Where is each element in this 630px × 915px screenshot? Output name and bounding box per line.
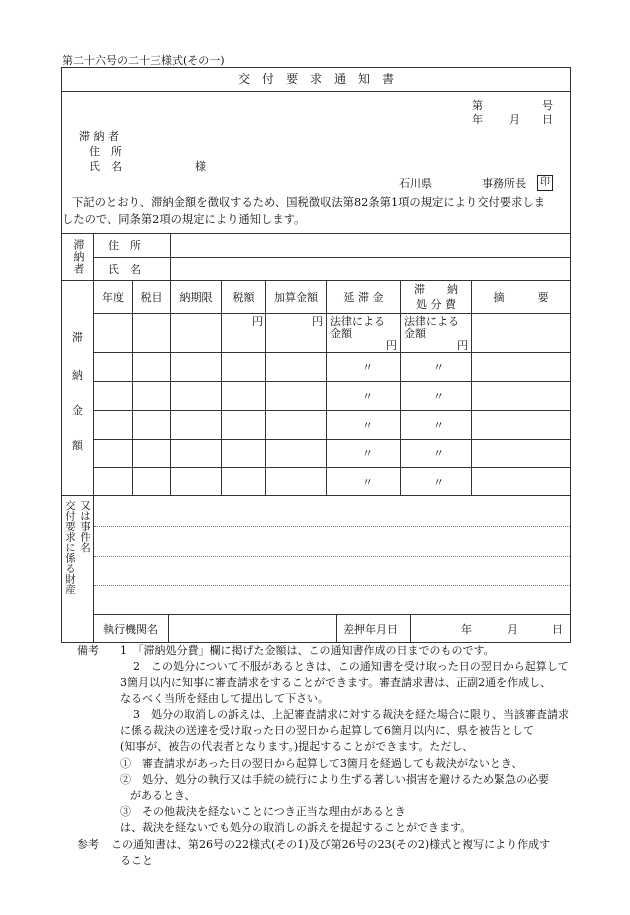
- yen-surcharge: 円: [312, 315, 323, 328]
- ditto-mark: 〃: [433, 447, 444, 460]
- col-header-year: 年度: [102, 291, 124, 304]
- sanko-line-1: この通知書は、第26号の22様式(その1)及び第26号の23(その2)様式と複写により作成す: [111, 838, 551, 851]
- note-3g: ③ その他裁決を経ないことにつき正当な理由があるとき: [120, 805, 406, 818]
- enforcement-divider-3: [410, 614, 411, 643]
- note-3e: ② 処分、処分の執行又は手続の続行により生ずる著しい損害を避けるため緊急の必要: [120, 773, 549, 786]
- ditto-mark: 〃: [433, 476, 444, 489]
- seizure-hi: 日: [552, 623, 563, 636]
- col-header-surcharge: 加算金額: [274, 291, 318, 304]
- row-line-2: [93, 352, 570, 353]
- enforcement-divider-1: [168, 614, 169, 643]
- property-dotted-line: [94, 556, 570, 557]
- enforcement-agency-label: 執行機関名: [103, 623, 158, 636]
- delinquency-by-law-2: 金額: [330, 327, 352, 340]
- sama-label: 様: [195, 160, 206, 173]
- col-header-disposition-1: 滞 納: [414, 283, 458, 296]
- amount-label-4: 額: [72, 439, 83, 452]
- note-2a: 2 この処分について不服があるときは、この通知書を受け取った日の翌日から起算して: [133, 660, 569, 673]
- note-3c: (知事が、被告の代表者となります。)提起することができます。ただし、: [120, 740, 474, 753]
- row-line-1: [93, 313, 570, 314]
- ditto-mark: 〃: [433, 390, 444, 403]
- frame-left: [61, 67, 62, 643]
- sanko-line-2: ること: [120, 854, 153, 867]
- ditto-mark: 〃: [433, 361, 444, 374]
- taxpayer-bottom-line: [61, 280, 571, 281]
- intro-line-1: 下記のとおり、滞納金額を徴収するため、国税徴収法第82条第1項の規定により交付要求しま: [72, 196, 545, 209]
- seizure-date-label: 差押年月日: [343, 623, 398, 636]
- yen-disposition: 円: [457, 339, 468, 352]
- header-divider: [61, 233, 571, 234]
- yen-delinquency: 円: [386, 339, 397, 352]
- col-header-tax-item: 税目: [140, 291, 163, 304]
- number-dai: 第: [472, 99, 483, 112]
- amount-label-2: 納: [72, 369, 83, 382]
- date-nen: 年: [472, 113, 483, 126]
- ditto-mark: 〃: [362, 419, 373, 432]
- note-3f: があるとき、: [130, 789, 196, 802]
- property-block-sublabel: 又は事件名: [79, 500, 91, 553]
- address-label: 住 所: [89, 145, 122, 158]
- taxpayer-name-label: 氏 名: [108, 263, 141, 276]
- seizure-tsuki: 月: [507, 623, 518, 636]
- note-2b: 3箇月以内に知事に審査請求をすることができます。審査請求書は、正副2通を作成し、: [120, 676, 552, 689]
- enforcement-row-line: [93, 614, 570, 615]
- ditto-mark: 〃: [362, 447, 373, 460]
- notes-sanko-label: 参考: [77, 838, 99, 851]
- document-title: 交 付 要 求 通 知 書: [237, 72, 394, 86]
- name-label: 氏 名: [89, 160, 122, 173]
- title-divider: [61, 91, 571, 92]
- ditto-mark: 〃: [433, 419, 444, 432]
- taxpayer-address-label: 住 所: [108, 239, 141, 252]
- col-header-disposition-2: 処 分 費: [416, 298, 456, 311]
- note-2c: なるべく当所を経由して提出して下さい。: [120, 692, 329, 705]
- disposition-by-law-2: 金額: [404, 327, 426, 340]
- row-line-6: [93, 467, 570, 468]
- frame-top: [61, 67, 571, 68]
- disposition-by-law-1: 法律による: [404, 315, 459, 328]
- date-tsuki: 月: [509, 113, 520, 126]
- property-block-label: 交付要求に係る財産: [64, 500, 76, 595]
- enforcement-divider-2: [336, 614, 337, 643]
- delinquency-by-law-1: 法律による: [330, 315, 385, 328]
- ditto-mark: 〃: [362, 361, 373, 374]
- date-hi: 日: [542, 113, 553, 126]
- row-line-3: [93, 381, 570, 382]
- taxpayer-mid-line: [93, 257, 570, 258]
- seizure-nen: 年: [461, 623, 472, 636]
- form-label: 第二十六号の二十三様式(その一): [62, 54, 225, 67]
- seal-stamp: 印: [537, 175, 553, 191]
- prefecture: 石川県: [399, 177, 432, 190]
- col-header-due-date: 納期限: [179, 291, 213, 304]
- property-dotted-line: [94, 585, 570, 586]
- number-go: 号: [542, 99, 553, 112]
- intro-line-2: したので、同条第2項の規定により通知します。: [62, 213, 306, 226]
- property-dotted-line: [94, 526, 570, 527]
- note-1: 1 「滞納処分費」欄に掲げた金額は、この通知書作成の日までのものです。: [120, 644, 495, 657]
- yen-tax-amount: 円: [252, 315, 263, 328]
- taxpayer-block-label: 滞納者: [72, 239, 85, 275]
- col-header-tax-amount: 税額: [232, 291, 255, 304]
- notes-biko-label: 備考: [77, 644, 99, 657]
- note-3d: ① 審査請求があった日の翌日から起算して3箇月を経過しても裁決がないとき、: [120, 757, 523, 770]
- col-header-remarks: 摘 要: [493, 291, 549, 304]
- amount-bottom-line: [61, 495, 571, 496]
- office-chief: 事務所長: [482, 177, 526, 190]
- frame-right: [570, 67, 571, 643]
- col-header-delinquency: 延 滞 金: [343, 291, 384, 304]
- taxpayer-heading: 滞 納 者: [79, 130, 119, 143]
- amount-label-1: 滞: [72, 331, 83, 344]
- note-3h: は、裁決を経ないでも処分の取消しの訴えを提起することができます。: [120, 821, 472, 834]
- row-line-4: [93, 410, 570, 411]
- note-3a: 3 処分の取消しの訴えは、上記審査請求に対する裁決を経た場合に限り、当該審査請求: [133, 708, 569, 721]
- note-3b: に係る裁決の送達を受け取った日の翌日から起算して6箇月以内に、県を被告として: [120, 724, 534, 737]
- row-line-5: [93, 439, 570, 440]
- amount-label-3: 金: [72, 404, 83, 417]
- ditto-mark: 〃: [362, 476, 373, 489]
- ditto-mark: 〃: [362, 390, 373, 403]
